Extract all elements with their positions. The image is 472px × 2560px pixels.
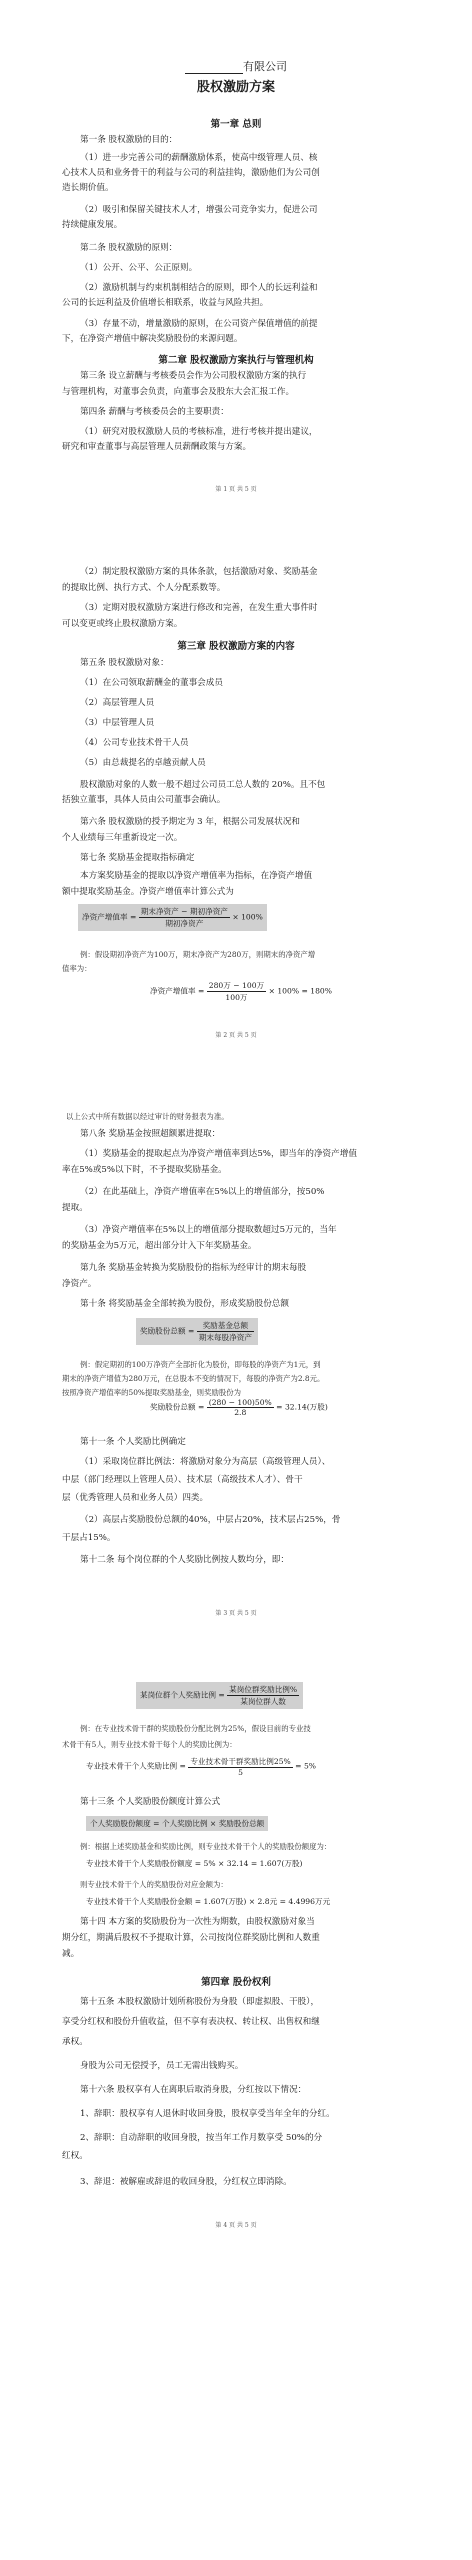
formula-group-ratio [136, 1682, 303, 1709]
formula-tail: = 5% [295, 1761, 316, 1771]
formula-tail: × 100% [232, 912, 263, 922]
article-16-item-2-cont: 红权。 [62, 2151, 88, 2161]
article-1: 第一条 股权激励的目的： [80, 135, 178, 145]
formula-text: 个人奖励股份额度 = 个人奖励比例 × 奖励股份总额 [86, 1816, 268, 1831]
article-4-item-1: （1）研究对股权激励人员的考核标准，进行考核并提出建议， [80, 427, 318, 437]
article-4-item-3: （3）定期对股权激励方案进行修改和完善，在发生重大事件时 [80, 603, 318, 613]
formula-fraction [207, 980, 266, 1003]
article-8-item-1: （1）奖励基金的提取起点为净资产增值率到达5%，即当年的净资产增值 [80, 1149, 357, 1159]
chapter-2-title: 第二章 股权激励方案执行与管理机构 [158, 355, 314, 366]
article-15-note: 身股为公司无偿授予，员工无需出钱购买。 [80, 2061, 244, 2071]
formula-fraction [139, 906, 230, 929]
article-15-cont2: 承权。 [62, 2037, 88, 2047]
article-5-item-1: （1）在公司领取薪酬金的董事会成员 [80, 678, 223, 688]
article-8-item-3: （3）净资产增值率在5%以上的增值部分提取数超过5万元的，当年 [80, 1225, 337, 1235]
page-2-footer: 第 2 页 共 5 页 [215, 1032, 257, 1039]
article-2-item-2: （2）激励机制与约束机制相结合的原则，即个人的长远利益和 [80, 283, 318, 293]
article-2-item-3: （3）存量不动，增量激励的原则，在公司资产保值增值的前提 [80, 319, 318, 329]
formula-denominator: 5 [238, 1768, 243, 1777]
article-11: 第十一条 个人奖励比例确定 [80, 1437, 186, 1447]
formula-numerator: 期末净资产 − 期初净资产 [140, 907, 228, 916]
formula-denominator: 100万 [225, 993, 248, 1002]
formula-example-4: 专业技术骨干个人奖励股份额度 = 5% × 32.14 = 1.607(万股) [86, 1859, 303, 1868]
article-8-item-1-cont: 率在5%或5%以下时，不予提取奖励基金。 [62, 1165, 227, 1175]
article-1-item-2-cont: 持续健康发展。 [62, 220, 123, 230]
formula-numerator: 某岗位群奖励比例% [229, 1685, 298, 1694]
article-11-item-1: （1）采取岗位群比例法：将激励对象分为高层（高级管理人员）、 [80, 1457, 331, 1467]
example-3-cont: 术骨干有5人，则专业技术骨干每个人的奖励比例为： [62, 1740, 237, 1749]
document-title: 股权激励方案 [196, 80, 275, 95]
article-8-item-3-cont: 的奖励基金为5万元，超出部分计入下年奖励基金。 [62, 1241, 257, 1251]
formula-example-1 [150, 980, 332, 1003]
article-5-note: 股权激励对象的人数一般不超过公司员工总人数的 20%。且不包 [80, 780, 326, 790]
article-2-item-3-cont: 下，在净资产增值中解决奖励股份的来源问题。 [62, 334, 243, 344]
formula-net-asset-growth [78, 904, 267, 931]
article-3-cont: 与管理机构，对董事会负责，向董事会及股东大会汇报工作。 [62, 387, 295, 397]
formula-example-2 [150, 1398, 328, 1417]
page-1-footer: 第 1 页 共 5 页 [215, 486, 257, 493]
article-9: 第九条 奖励基金转换为奖励股份的指标为经审计的期末每股 [80, 1263, 307, 1273]
example-2-cont: 期末的净资产增值为280万元，在总股本不变的情况下，每股的净资产为2.8元。 [62, 1374, 325, 1383]
formula-lhs: 净资产增值率 = [150, 986, 205, 996]
formula-denominator: 期初净资产 [165, 919, 204, 928]
article-11-item-2-cont: 干层占15%。 [62, 1533, 116, 1543]
formula-denominator: 某岗位群人数 [240, 1697, 286, 1706]
article-8-item-2-cont: 提取。 [62, 1203, 88, 1213]
chapter-1-title: 第一章 总则 [210, 119, 262, 130]
company-suffix: 有限公司 [243, 60, 287, 73]
article-5: 第五条 股权激励对象： [80, 658, 169, 668]
article-4-item-3-cont: 可以变更或终止股权激励方案。 [62, 619, 183, 629]
formula-tail: = 32.14(万股) [276, 1402, 328, 1412]
formula-lhs: 净资产增值率 = [82, 912, 137, 922]
example-4: 例：根据上述奖励基金和奖励比例，则专业技术骨干个人的奖励股份额度为： [80, 1842, 332, 1851]
article-7-body-cont: 额中提取奖励基金。净资产增值率计算公式为 [62, 887, 234, 897]
formula-fraction [188, 1756, 292, 1777]
article-4-item-1-cont: 研究和审查董事与高层管理人员薪酬政策与方案。 [62, 442, 252, 452]
article-11-item-1-cont: 中层（部门经理以上管理人员）、技术层（高级技术人才）、骨干 [62, 1475, 303, 1485]
article-2-item-2-cont: 公司的长远利益及价值增长相联系，收益与风险共担。 [62, 298, 269, 308]
article-15-cont: 享受分红权和股份升值收益，但不享有表决权、转让权、出售权和继 [62, 2017, 320, 2027]
article-2: 第二条 股权激励的原则： [80, 243, 178, 253]
article-3: 第三条 设立薪酬与考核委员会作为公司股权激励方案的执行 [80, 371, 307, 381]
formula-numerator: 专业技术骨干群奖励比例25% [190, 1757, 291, 1766]
page-3-footer: 第 3 页 共 5 页 [215, 1610, 257, 1617]
article-5-item-2: （2）高层管理人员 [80, 698, 155, 708]
article-13: 第十三条 个人奖励股份额度计算公式 [80, 1797, 221, 1807]
example-2: 例：假定期初的100万净资产全部折化为股份，即每股的净资产为1元，到 [80, 1360, 321, 1369]
formula-numerator: 奖励基金总额 [197, 1320, 254, 1332]
formula-numerator: (280 − 100)50% [208, 1398, 272, 1407]
article-4: 第四条 薪酬与考核委员会的主要职责： [80, 407, 229, 417]
article-1-item-1-cont2: 造长期价值。 [62, 183, 114, 193]
audit-note: 以上公式中所有数据以经过审计的财务报表为准。 [66, 1112, 229, 1121]
article-1-item-2: （2）吸引和保留关键技术人才，增强公司竞争实力，促进公司 [80, 205, 318, 215]
formula-award-shares [136, 1318, 258, 1345]
article-12: 第十二条 每个岗位群的个人奖励比例按人数均分，即： [80, 1555, 289, 1565]
formula-numerator: 280万 − 100万 [208, 981, 265, 990]
formula-lhs: 奖励股份总额 = [150, 1402, 205, 1412]
article-5-item-3: （3）中层管理人员 [80, 718, 155, 728]
page-4-footer: 第 4 页 共 5 页 [215, 2222, 257, 2229]
formula-tail: × 100% = 180% [268, 986, 332, 996]
article-11-item-2: （2）高层占奖励股份总额的40%，中层占20%，技术层占25%，骨 [80, 1515, 341, 1525]
article-5-item-5: （5）由总裁提名的卓越贡献人员 [80, 758, 206, 768]
article-4-item-2-cont: 的提取比例、执行方式、个人分配系数等。 [62, 583, 226, 593]
article-14: 第十四 本方案的奖励股份为一次性为期数，由股权激励对象当 [80, 1917, 315, 1927]
article-1-item-1: （1）进一步完善公司的薪酬激励体系，使高中级管理人员、核 [80, 153, 318, 163]
example-3: 例：在专业技术骨干群的奖励股份分配比例为25%，假设目前的专业技 [80, 1724, 311, 1733]
article-4-item-2: （2）制定股权激励方案的具体条款，包括激励对象、奖励基金 [80, 567, 318, 577]
article-5-item-4: （4）公司专业技术骨干人员 [80, 738, 189, 748]
formula-fraction [227, 1684, 299, 1707]
article-16-item-3: 3、辞退：被解雇或辞退的收回身股，分红权立即消除。 [80, 2177, 292, 2187]
article-1-item-1-cont: 心技术人员和业务骨干的利益与公司的利益挂钩，激励他们为公司创 [62, 168, 320, 178]
article-8: 第八条 奖励基金按照超额累进提取： [80, 1129, 221, 1139]
article-8-item-2: （2）在此基础上，净资产增值率在5%以上的增值部分，按50% [80, 1187, 325, 1197]
formula-lhs: 某岗位群个人奖励比例 = [140, 1690, 225, 1700]
article-5-note-cont: 括独立董事，具体人员由公司董事会确认。 [62, 795, 226, 805]
article-14-cont: 期分红，期满后股权不予提取计算，公司按岗位群奖励比例和人数重 [62, 1933, 320, 1943]
formula-denominator: 期末每股净资产 [198, 1333, 252, 1342]
example-5: 则专业技术骨干个人的奖励股份对应金额为： [80, 1880, 228, 1889]
article-11-item-1-cont2: 层（优秀管理人员和业务人员）四类。 [62, 1493, 209, 1503]
article-16-item-2: 2、辞职：自动辞职的收回身股，按当年工作月数享受 50%的分 [80, 2133, 323, 2143]
chapter-3-title: 第三章 股权激励方案的内容 [177, 641, 295, 652]
article-7: 第七条 奖励基金提取指标确定 [80, 853, 195, 863]
formula-example-3 [86, 1756, 316, 1777]
example-1-cont: 值率为： [62, 964, 92, 973]
article-10: 第十条 将奖励基金全部转换为股份，形成奖励股份总额 [80, 1299, 289, 1309]
article-16-item-1: 1、辞职：股权享有人退休时收回身股，股权享受当年全年的分红。 [80, 2109, 335, 2119]
example-1: 例：假设期初净资产为100万，期末净资产为280万，则期末的净资产增 [80, 950, 316, 959]
article-16: 第十六条 股权享有人在离职后取消身股，分红按以下情况： [80, 2085, 307, 2095]
article-6: 第六条 股权激励的授予期定为 3 年，根据公司发展状况和 [80, 817, 300, 827]
article-7-body: 本方案奖励基金的提取以净资产增值率为指标，在净资产增值 [80, 871, 313, 881]
chapter-4-title: 第四章 股份权利 [201, 1977, 271, 1988]
formula-example-5: 专业技术骨干个人奖励股份金额 = 1.607(万股) × 2.8元 = 4.4996万元 [86, 1897, 331, 1906]
formula-lhs: 专业技术骨干个人奖励比例 = [86, 1761, 186, 1771]
formula-denominator: 2.8 [234, 1408, 247, 1417]
article-14-cont2: 减。 [62, 1949, 80, 1959]
formula-lhs: 奖励股份总额 = [140, 1326, 195, 1336]
article-9-cont: 净资产。 [62, 1279, 97, 1289]
article-2-item-1: （1）公开、公平、公正原则。 [80, 263, 198, 273]
formula-individual-shares [86, 1816, 268, 1831]
company-name-blank [185, 73, 243, 74]
document-header [0, 58, 472, 74]
formula-fraction [207, 1398, 274, 1417]
article-15: 第十五条 本股权激励计划所称股份为身股（即虚拟股、干股）， [80, 1997, 320, 2007]
example-2-cont2: 按照净资产增值率的50%提取奖励基金，则奖励股份为 [62, 1388, 242, 1397]
formula-fraction [197, 1320, 254, 1343]
article-6-cont: 个人业绩每三年重新设定一次。 [62, 833, 183, 843]
